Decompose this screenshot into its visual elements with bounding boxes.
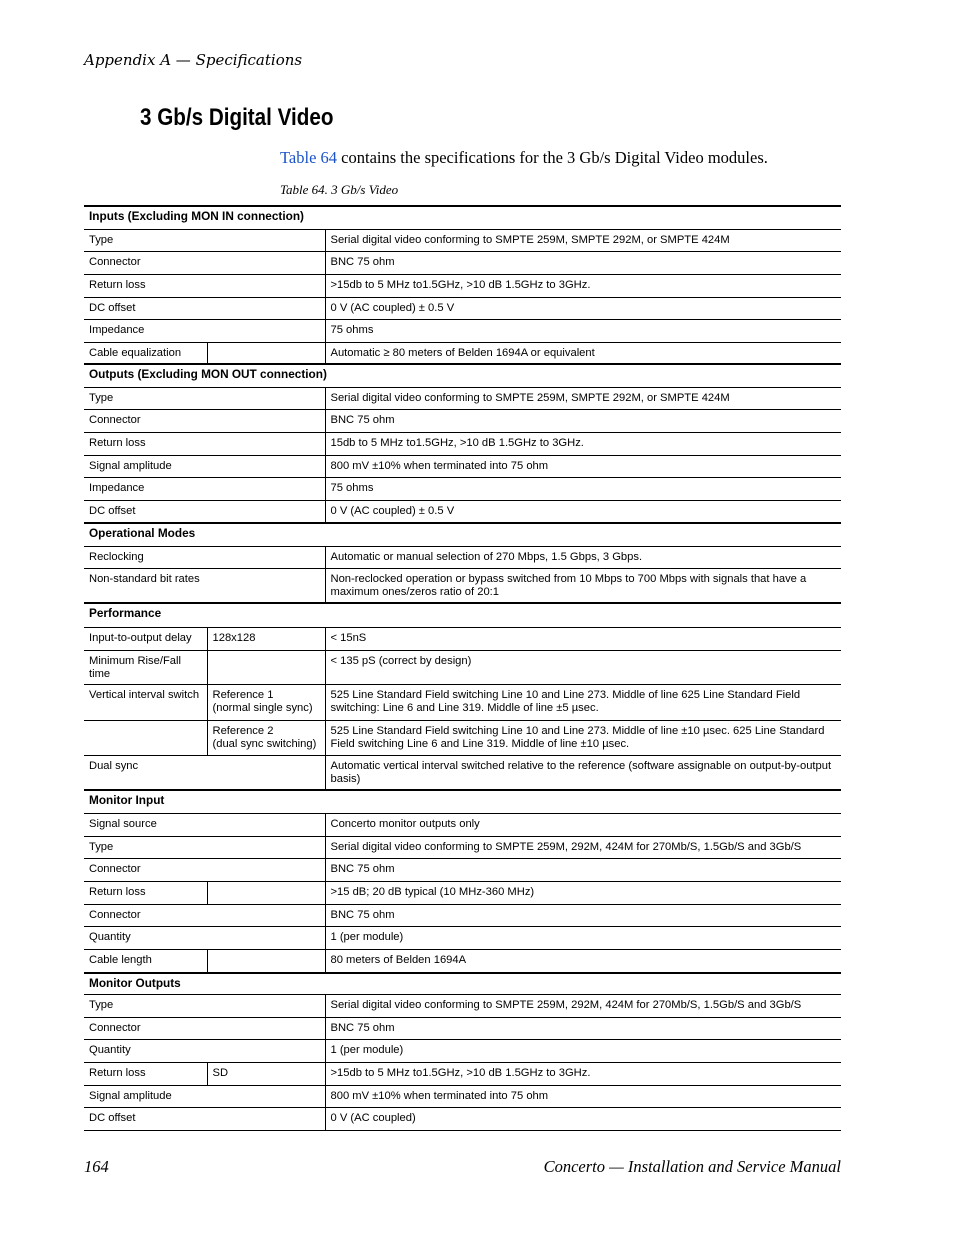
manual-title: Concerto — Installation and Service Manual	[543, 1157, 841, 1176]
section-header: Operational Modes	[84, 523, 841, 546]
table-row	[84, 477, 841, 500]
spec-label: Vertical interval switch	[84, 684, 207, 720]
spec-value: Automatic or manual selection of 270 Mbps, 1.5 Gbps, 3 Gbps.	[325, 546, 841, 568]
spec-label: Return loss	[84, 882, 207, 905]
section-header: Outputs (Excluding MON OUT connection)	[84, 364, 841, 387]
spec-label: DC offset	[84, 500, 325, 523]
spec-label: Type	[84, 837, 325, 859]
spec-condition	[207, 342, 325, 364]
spec-value: 800 mV ±10% when terminated into 75 ohm	[325, 1086, 841, 1108]
section-header-row	[84, 790, 841, 814]
table-row	[84, 274, 841, 297]
spec-value: < 135 pS (correct by design)	[325, 650, 841, 684]
spec-condition: Reference 2 (dual sync switching)	[207, 720, 325, 755]
spec-value: 80 meters of Belden 1694A	[325, 950, 841, 973]
spec-condition	[207, 882, 325, 905]
table-row	[84, 342, 841, 364]
section-header-row	[84, 364, 841, 387]
spec-label: Non-standard bit rates	[84, 568, 325, 603]
spec-label: Type	[84, 387, 325, 409]
spec-value: BNC 75 ohm	[325, 859, 841, 882]
spec-value: BNC 75 ohm	[325, 409, 841, 432]
spec-label: Cable length	[84, 950, 207, 973]
spec-condition: Reference 1 (normal single sync)	[207, 684, 325, 720]
spec-label: Type	[84, 995, 325, 1018]
table-row	[84, 720, 841, 755]
table-row	[84, 568, 841, 603]
spec-label: Connector	[84, 859, 325, 882]
spec-value: Automatic vertical interval switched relative to the reference (software assignable on output-by-output basis)	[325, 755, 841, 790]
table-row	[84, 882, 841, 905]
spec-value: 0 V (AC coupled) ± 0.5 V	[325, 297, 841, 319]
spec-condition	[207, 650, 325, 684]
spec-value: >15db to 5 MHz to1.5GHz, >10 dB 1.5GHz to 3GHz.	[325, 274, 841, 297]
spec-label: Return loss	[84, 274, 325, 297]
spec-label: Connector	[84, 905, 325, 927]
section-header-row	[84, 523, 841, 546]
table-row	[84, 1063, 841, 1086]
spec-label: Connector	[84, 1018, 325, 1040]
table-row	[84, 319, 841, 342]
spec-label: Return loss	[84, 432, 325, 455]
spec-value: 0 V (AC coupled)	[325, 1108, 841, 1131]
spec-label: Connector	[84, 409, 325, 432]
table-row	[84, 387, 841, 409]
table-row	[84, 995, 841, 1018]
table-row	[84, 1018, 841, 1040]
table-row	[84, 500, 841, 523]
table-row	[84, 432, 841, 455]
table-row	[84, 1108, 841, 1131]
table-row	[84, 546, 841, 568]
table-row	[84, 1086, 841, 1108]
spec-label: Impedance	[84, 319, 325, 342]
table-row	[84, 927, 841, 950]
spec-value: Non-reclocked operation or bypass switched from 10 Mbps to 700 Mbps with signals that have a maximum ones/zeros ratio of 20:1	[325, 568, 841, 603]
spec-value: < 15nS	[325, 627, 841, 650]
section-header-row	[84, 206, 841, 229]
intro-paragraph	[280, 148, 768, 168]
spec-value: Concerto monitor outputs only	[325, 814, 841, 837]
table-row	[84, 950, 841, 973]
table-row	[84, 684, 841, 720]
table-caption: Table 64. 3 Gb/s Video	[280, 182, 399, 197]
table-row	[84, 229, 841, 251]
spec-value: Automatic ≥ 80 meters of Belden 1694A or equivalent	[325, 342, 841, 364]
table-link[interactable]: Table 64	[280, 148, 338, 167]
spec-value: 15db to 5 MHz to1.5GHz, >10 dB 1.5GHz to 3GHz.	[325, 432, 841, 455]
spec-value: 1 (per module)	[325, 1040, 841, 1063]
spec-value: 800 mV ±10% when terminated into 75 ohm	[325, 455, 841, 477]
spec-label	[84, 720, 207, 755]
spec-label: DC offset	[84, 297, 325, 319]
section-header-row	[84, 973, 841, 995]
table-row	[84, 755, 841, 790]
spec-value: >15db to 5 MHz to1.5GHz, >10 dB 1.5GHz to 3GHz.	[325, 1063, 841, 1086]
spec-label: Type	[84, 229, 325, 251]
spec-value: Serial digital video conforming to SMPTE 259M, 292M, 424M for 270Mb/S, 1.5Gb/S and 3Gb/S	[325, 995, 841, 1018]
section-header: Monitor Input	[84, 790, 841, 814]
section-title: 3 Gb/s Digital Video	[140, 104, 334, 131]
spec-label: Dual sync	[84, 755, 325, 790]
spec-condition: SD	[207, 1063, 325, 1086]
spec-value: BNC 75 ohm	[325, 1018, 841, 1040]
spec-value: >15 dB; 20 dB typical (10 MHz-360 MHz)	[325, 882, 841, 905]
table-row	[84, 251, 841, 274]
intro-text: contains the specifications for the 3 Gb/s Digital Video modules.	[337, 148, 768, 167]
spec-label: Minimum Rise/Fall time	[84, 650, 207, 684]
section-header: Inputs (Excluding MON IN connection)	[84, 206, 841, 229]
spec-value: 75 ohms	[325, 477, 841, 500]
spec-label: Quantity	[84, 1040, 325, 1063]
spec-label: Return loss	[84, 1063, 207, 1086]
spec-label: Input-to-output delay	[84, 627, 207, 650]
spec-value: 1 (per module)	[325, 927, 841, 950]
spec-value: BNC 75 ohm	[325, 905, 841, 927]
spec-condition: 128x128	[207, 627, 325, 650]
spec-label: Connector	[84, 251, 325, 274]
spec-value: Serial digital video conforming to SMPTE 259M, SMPTE 292M, or SMPTE 424M	[325, 387, 841, 409]
spec-value: 0 V (AC coupled) ± 0.5 V	[325, 500, 841, 523]
spec-label: Quantity	[84, 927, 325, 950]
spec-label: Impedance	[84, 477, 325, 500]
spec-value: BNC 75 ohm	[325, 251, 841, 274]
spec-label: Cable equalization	[84, 342, 207, 364]
table-row	[84, 650, 841, 684]
spec-value: Serial digital video conforming to SMPTE 259M, 292M, 424M for 270Mb/S, 1.5Gb/S and 3Gb/S	[325, 837, 841, 859]
spec-table	[84, 205, 841, 1131]
spec-label: Reclocking	[84, 546, 325, 568]
spec-value: 525 Line Standard Field switching Line 10 and Line 273. Middle of line 625 Line Standard Field switching: Line 6 and Line 319. Middle of line ±5 µsec.	[325, 684, 841, 720]
spec-value: 525 Line Standard Field switching Line 10 and Line 273. Middle of line ±10 µsec. 625 Line Standard Field switching Line 6 and Line 319. Middle of line ±10 µsec.	[325, 720, 841, 755]
table-row	[84, 297, 841, 319]
section-header: Performance	[84, 603, 841, 627]
table-row	[84, 409, 841, 432]
spec-label: DC offset	[84, 1108, 325, 1131]
spec-value: Serial digital video conforming to SMPTE 259M, SMPTE 292M, or SMPTE 424M	[325, 229, 841, 251]
table-row	[84, 1040, 841, 1063]
page-number: 164	[84, 1157, 109, 1176]
spec-condition	[207, 950, 325, 973]
spec-label: Signal source	[84, 814, 325, 837]
running-head: Appendix A — Specifications	[84, 51, 303, 69]
section-header-row	[84, 603, 841, 627]
table-row	[84, 905, 841, 927]
spec-label: Signal amplitude	[84, 455, 325, 477]
spec-value: 75 ohms	[325, 319, 841, 342]
section-header: Monitor Outputs	[84, 973, 841, 995]
table-row	[84, 455, 841, 477]
spec-label: Signal amplitude	[84, 1086, 325, 1108]
table-row	[84, 837, 841, 859]
table-row	[84, 859, 841, 882]
table-row	[84, 627, 841, 650]
table-row	[84, 814, 841, 837]
